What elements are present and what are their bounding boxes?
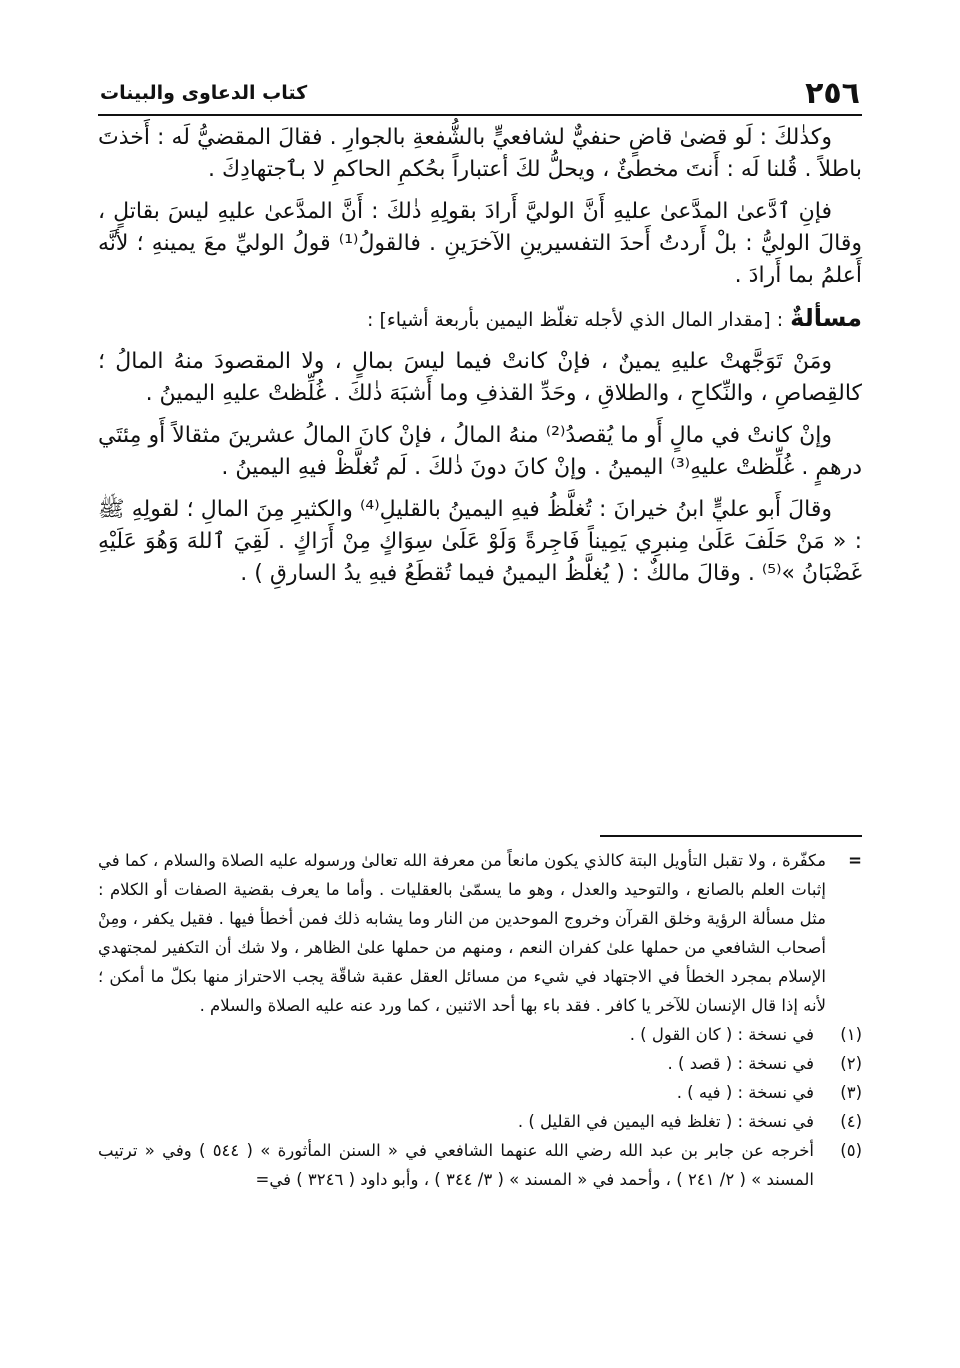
paragraph-3: ومَنْ تَوَجَّهتْ عليهِ يمينٌ ، فإنْ كانتْ فيما ليسَ بمالٍ ، ولا المقصودَ منهُ المالُ ؛ كالقِصاصِ ، والنِّكاحِ ، والطلاقِ ، وحَدِّ القذفِ وما أَشبَهَ ذٰلكَ . غُلِّظتْ عليهِ اليمينُ . bbox=[98, 349, 862, 406]
page-header bbox=[100, 76, 860, 110]
masala-heading bbox=[98, 302, 862, 336]
footnote-rule bbox=[600, 835, 862, 837]
footnote-number: (٢) bbox=[840, 1054, 862, 1073]
footnote-item bbox=[98, 1020, 862, 1049]
paragraph-2: فإنِ ٱدَّعىٰ المدَّعىٰ عليهِ أَنَّ الوليَّ أَرادَ بقولِهِ ذٰلكَ : أَنَّ المدَّعىٰ عليهِ ليسَ بقاتلٍ ، وقالَ الوليُّ : بلْ أَردتُ أَحدَ التفسيرينِ الآخرَينِ . فالقولُ⁽¹⁾ قولُ الوليِّ معَ يمينهِ ؛ لأنَّه أَعلمُ بما أَرادَ . bbox=[98, 199, 862, 288]
main-text bbox=[98, 122, 862, 600]
paragraph-1: وكذٰلكَ : لَو قضىٰ قاضٍ حنفيٌّ لشافعيٍّ بالشُّفعةِ بالجوارِ . فقالَ المقضيُّ لَه : أَخذتَ باطلاً . قُلنا لَه : أَنتَ مخطئٌ ، ويحلُّ لكَ أعتباراً بحُكمِ الحاكمِ لا بٱجتهادِكَ . bbox=[98, 125, 862, 182]
masala-title: : [مقدار المال الذي لأجله تغلّظ اليمين بأربعة أشياء] : bbox=[367, 309, 784, 331]
footnote-item bbox=[98, 1107, 862, 1136]
continuation-mark: = bbox=[848, 851, 862, 870]
footnote-text: أخرجه عن جابر بن عبد الله رضي الله عنهما الشافعي في « السنن المأثورة » ( ٥٤٤ ) وفي « ترتيب المسند » ( ٢/ ٢٤١ ) ، وأحمد في « المسند » ( ٣/ ٣٤٤ ) ، وأبو داود ( ٣٢٤٦ ) في= bbox=[98, 1141, 815, 1189]
book-section-title: كتاب الدعاوى والبينات bbox=[100, 82, 308, 104]
footnote-text: في نسخة : ( فيه ) . bbox=[676, 1083, 814, 1102]
footnotes bbox=[98, 846, 862, 1194]
continuation-text: مكفّرة ، ولا تقبل التأويل البتة كالذي يكون مانعاً من معرفة الله تعالىٰ ورسوله عليه الصلاة والسلام ، كما في إثبات العلم بالصانع ، والتوحيد والعدل ، وهو ما يسمّىٰ بالعقليات . وأما ما يعرف بقضية الصفات أو الكلام : مثل مسألة الرؤية وخلق القرآن وخروج الموحدين من النار وما يشابه ذلك فمن أخطأ فيها . فقيل يكفر ، ومِنْ أصحاب الشافعي من حملها علىٰ كفران النعم ، ومنهم من حملها علىٰ الظاهر ، ولا شك أن التكفير لمجتهدي الإسلام بمجرد الخطأ في الاجتهاد في شيء من مسائل العقل عقبة شاقّة يجب الاحتراز منها بكلّ ما أمكن ؛ لأنه إذا قال الإنسان للآخر يا كافر . فقد باء بها أحد الاثنين ، كما ورد عنه عليه الصلاة والسلام . bbox=[98, 851, 826, 1015]
footnote-item bbox=[98, 1049, 862, 1078]
footnote-number: (٤) bbox=[840, 1112, 862, 1131]
footnote-text: في نسخة : ( تغلظ فيه اليمين في القليل ) . bbox=[517, 1112, 814, 1131]
footnote-number: (٥) bbox=[840, 1141, 862, 1160]
masala-label: مسألةٌ bbox=[790, 304, 862, 332]
footnote-item bbox=[98, 1078, 862, 1107]
header-rule bbox=[98, 114, 862, 116]
footnote-continuation bbox=[98, 846, 862, 1020]
paragraph-4: وإنْ كانتْ في مالٍ أَو ما يُقصدُ⁽²⁾ منهُ المالُ ، فإنْ كانَ المالُ عشرينَ مثقالاً أَو مِئتَي درهمٍ . غُلِّظتْ عليهِ⁽³⁾ اليمينُ . وإنْ كانَ دونَ ذٰلكَ . لَم تُغلَّظْ فيهِ اليمينُ . bbox=[98, 423, 862, 480]
page-number: ٢٥٦ bbox=[805, 76, 860, 111]
footnote-text: في نسخة : ( كان القول ) . bbox=[629, 1025, 814, 1044]
footnote-number: (٣) bbox=[840, 1083, 862, 1102]
footnote-number: (١) bbox=[840, 1025, 862, 1044]
footnote-text: في نسخة : ( قصد ) . bbox=[667, 1054, 814, 1073]
footnote-item bbox=[98, 1136, 862, 1194]
paragraph-5: وقالَ أَبو عليٍّ ابنُ خيرانَ : تُغلَّظُ فيهِ اليمينُ بالقليلِ⁽⁴⁾ والكثيرِ مِنَ المالِ ؛ لقولِهِ ﷺ : « مَنْ حَلَفَ عَلَىٰ مِنبرِي يَمِيناً فَاجِرةً وَلَوْ عَلَىٰ سِوَاكٍ مِنْ أَرَاكٍ . لَقِيَ ٱللهَ وَهُوَ عَلَيْهِ غَضْبَانُ »⁽⁵⁾ . وقالَ مالكٌ : ( يُغلَّظُ اليمينُ فيما تُقطَعُ فيهِ يدُ السارقِ ) . bbox=[98, 497, 862, 586]
